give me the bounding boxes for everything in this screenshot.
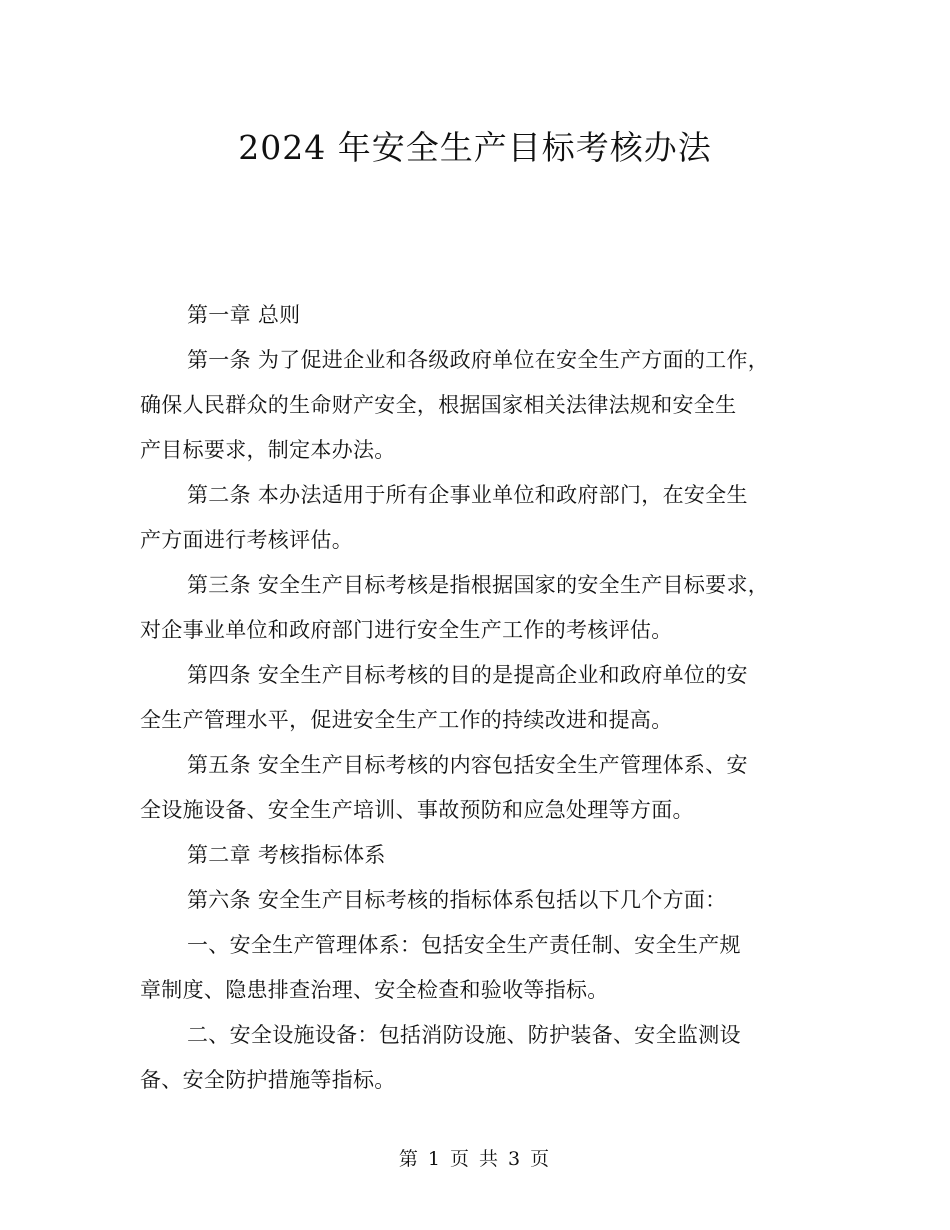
- text-line: 一、安全生产管理体系：包括安全生产责任制、安全生产规: [187, 933, 741, 957]
- paragraph-item-1: [140, 923, 830, 1013]
- paragraph-article-3: [140, 563, 830, 653]
- text-line: 产方面进行考核评估。: [140, 528, 353, 552]
- text-line: 产目标要求，制定本办法。: [140, 438, 396, 462]
- text-line: 第一条 为了促进企业和各级政府单位在安全生产方面的工作，: [187, 348, 770, 372]
- text-line: 第四条 安全生产目标考核的目的是提高企业和政府单位的安: [187, 663, 748, 687]
- paragraph-article-2: [140, 473, 830, 563]
- text-line: 第二条 本办法适用于所有企事业单位和政府部门，在安全生: [187, 483, 748, 507]
- paragraph-item-2: [140, 1013, 830, 1103]
- paragraph-article-1: [140, 338, 830, 473]
- text-line: 对企事业单位和政府部门进行安全生产工作的考核评估。: [140, 618, 673, 642]
- paragraph-article-4: [140, 653, 830, 743]
- text-line: 第三条 安全生产目标考核是指根据国家的安全生产目标要求，: [187, 573, 770, 597]
- paragraph-chapter-2: [140, 833, 830, 878]
- text-line: 第五条 安全生产目标考核的内容包括安全生产管理体系、安: [187, 753, 748, 777]
- text-line: 全生产管理水平，促进安全生产工作的持续改进和提高。: [140, 708, 673, 732]
- text-line: 第二章 考核指标体系: [187, 843, 386, 867]
- text-line: 二、安全设施设备：包括消防设施、防护装备、安全监测设: [187, 1023, 741, 1047]
- paragraph-article-5: [140, 743, 830, 833]
- text-line: 第一章 总则: [187, 303, 301, 327]
- page-number-footer: 第 1 页 共 3 页: [398, 1148, 552, 1170]
- paragraph-article-6: [140, 878, 830, 923]
- paragraph-chapter-1: [140, 293, 830, 338]
- text-line: 全设施设备、安全生产培训、事故预防和应急处理等方面。: [140, 798, 694, 822]
- text-line: 第六条 安全生产目标考核的指标体系包括以下几个方面：: [187, 888, 727, 912]
- text-line: 确保人民群众的生命财产安全，根据国家相关法律法规和安全生: [140, 393, 737, 417]
- document-body: [140, 293, 830, 1103]
- text-line: 章制度、隐患排查治理、安全检查和验收等指标。: [140, 978, 609, 1002]
- text-line: 备、安全防护措施等指标。: [140, 1068, 396, 1092]
- document-title: 2024 年安全生产目标考核办法: [238, 128, 712, 167]
